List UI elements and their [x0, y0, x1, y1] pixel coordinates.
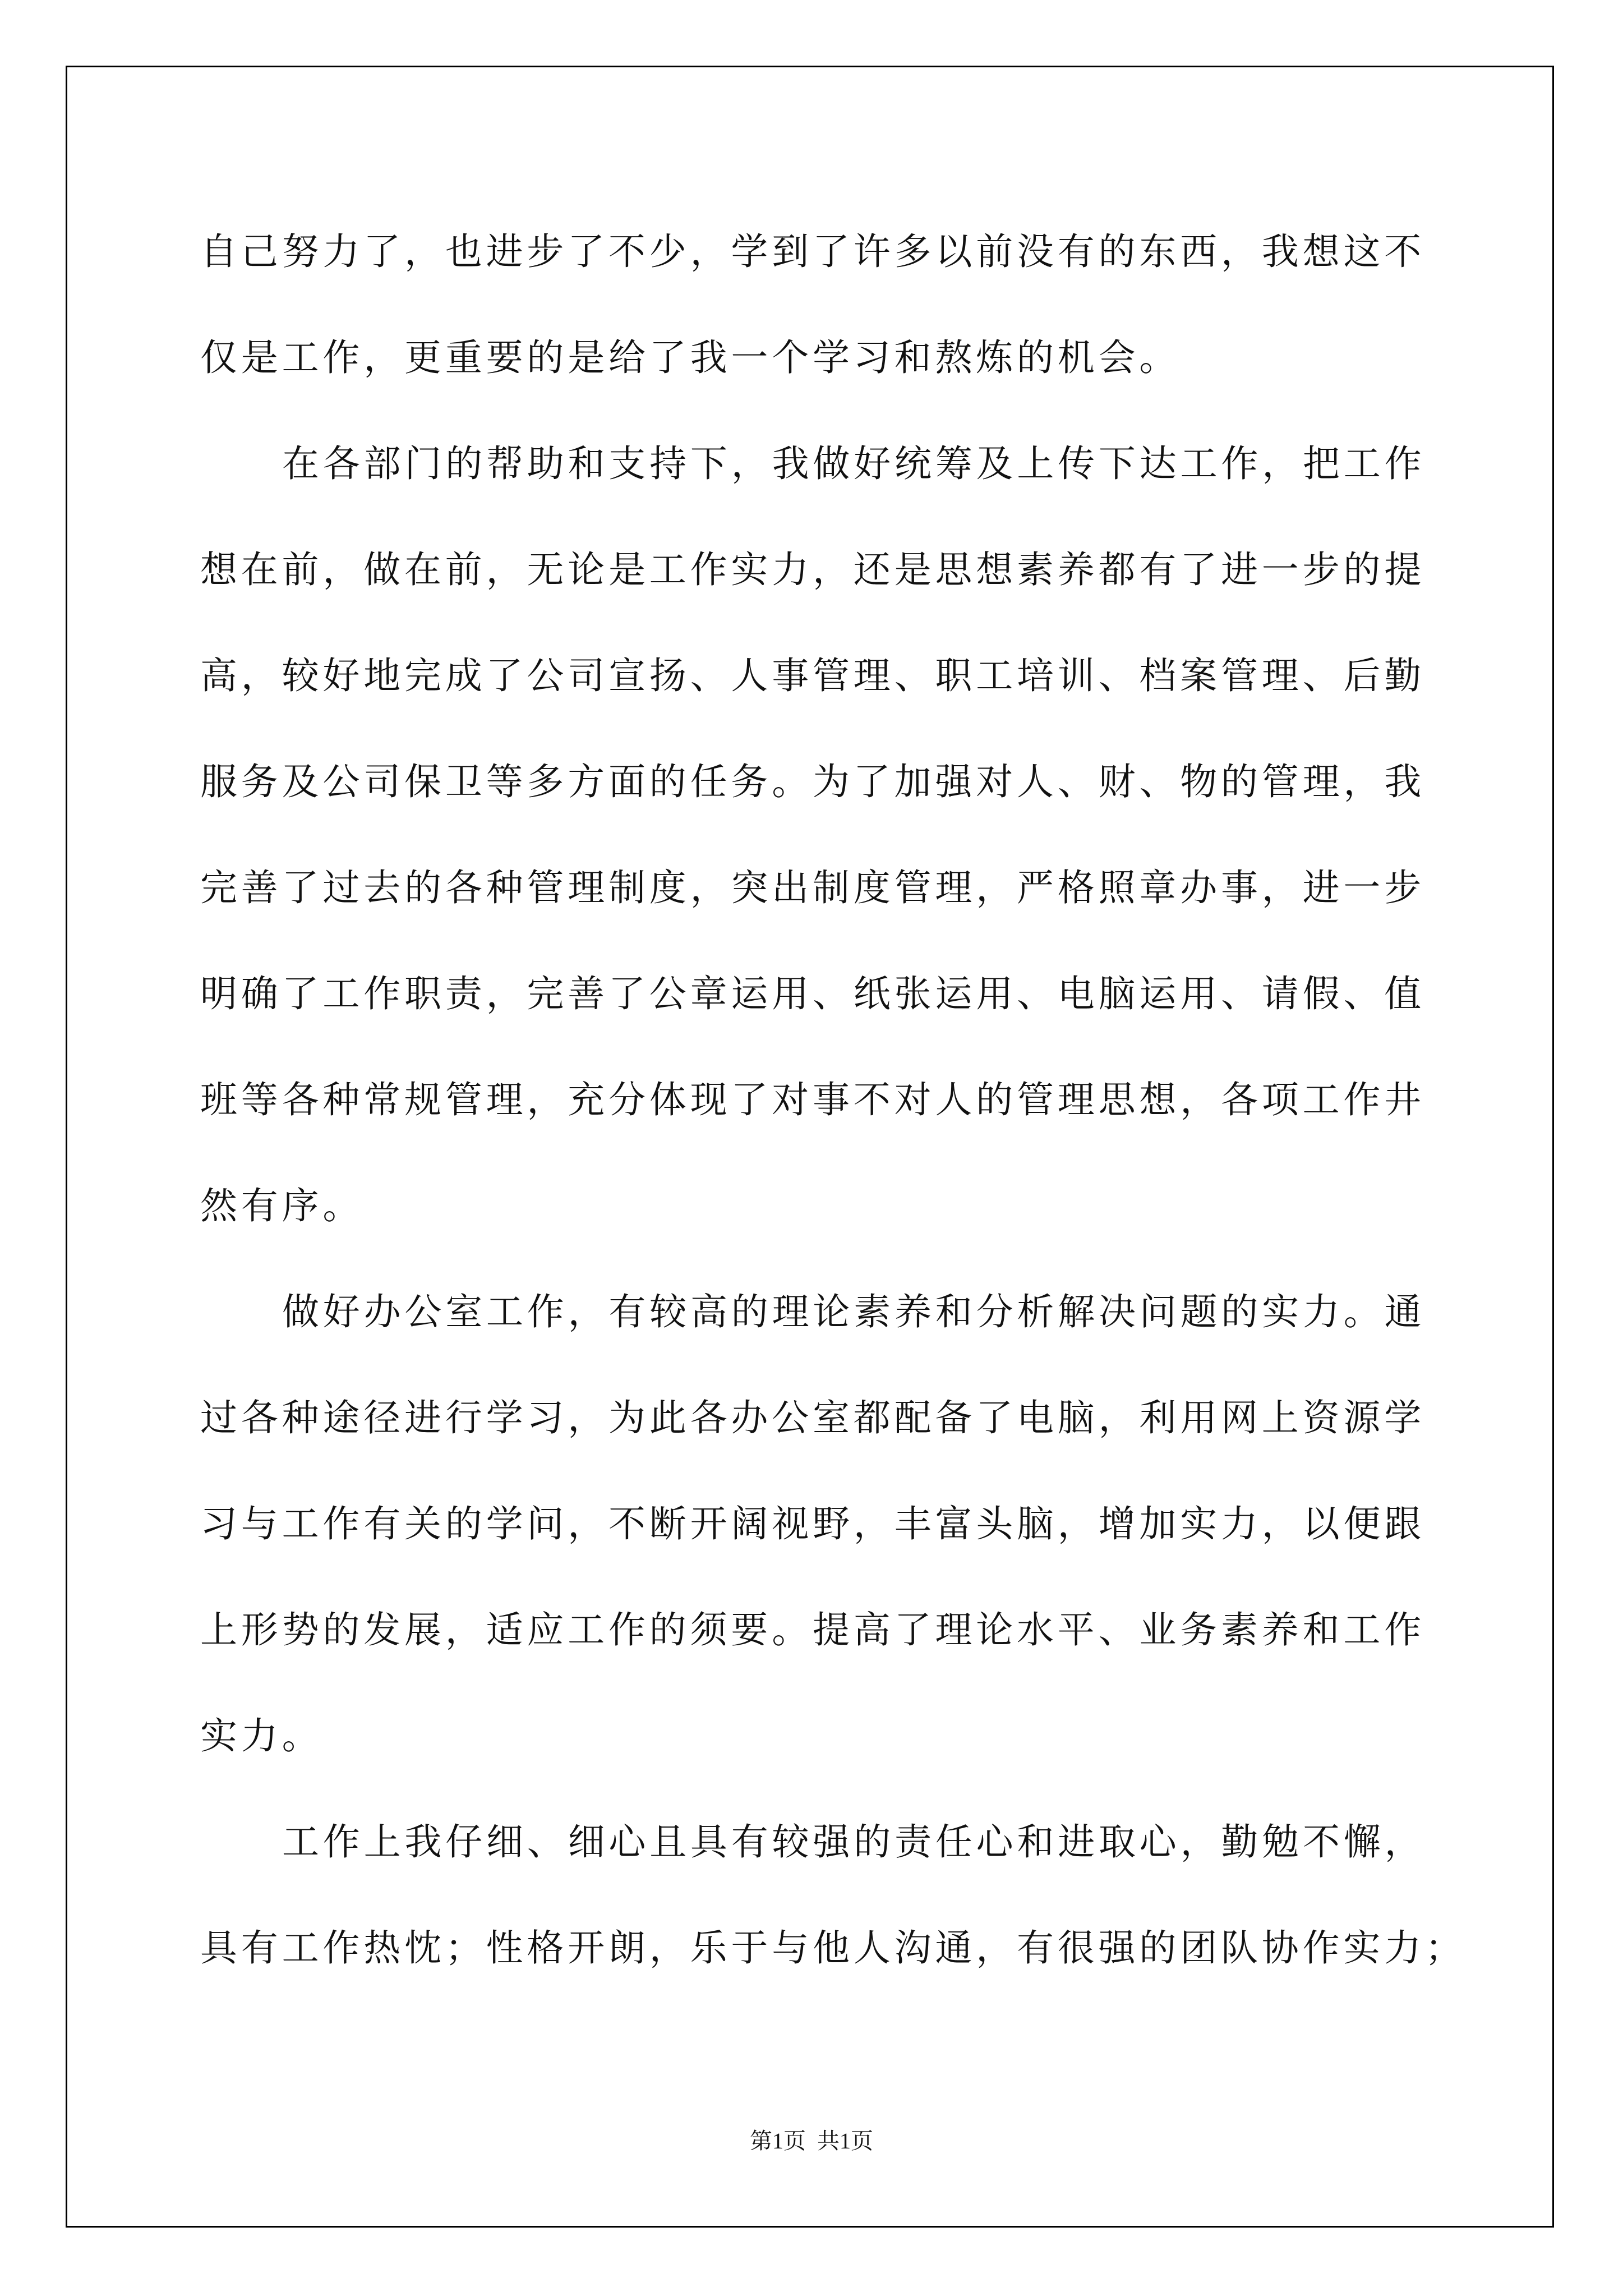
page-number-footer: 第1页 共1页 [750, 2128, 873, 2154]
text-line: 完善了过去的各种管理制度，突出制度管理，严格照章办事，进一步 [200, 866, 1425, 909]
paragraph [200, 1789, 1507, 2001]
paragraph [200, 411, 1507, 1259]
text-line-first: 在各部门的帮助和支持下，我做好统筹及上传下达工作，把工作 [282, 442, 1426, 485]
text-line: 想在前，做在前，无论是工作实力，还是思想素养都有了进一步的提 [200, 548, 1425, 591]
text-line: 具有工作热忱；性格开朗，乐于与他人沟通，有很强的团队协作实力； [200, 1926, 1466, 1970]
text-line: 习与工作有关的学问，不断开阔视野，丰富头脑，增加实力，以便跟 [200, 1502, 1425, 1545]
text-line: 明确了工作职责，完善了公章运用、纸张运用、电脑运用、请假、值 [200, 972, 1425, 1015]
text-line: 实力。 [200, 1714, 323, 1757]
text-line-first: 做好办公室工作，有较高的理论素养和分析解决问题的实力。通 [282, 1290, 1426, 1333]
text-line: 高，较好地完成了公司宣扬、人事管理、职工培训、档案管理、后勤 [200, 654, 1425, 697]
document-body [200, 199, 1507, 2001]
text-line: 班等各种常规管理，充分体现了对事不对人的管理思想，各项工作井 [200, 1078, 1425, 1121]
text-line-first: 工作上我仔细、细心且具有较强的责任心和进取心，勤勉不懈， [282, 1820, 1426, 1864]
paragraph [200, 1259, 1507, 1789]
text-line: 服务及公司保卫等多方面的任务。为了加强对人、财、物的管理，我 [200, 760, 1425, 803]
paragraph-continued [200, 199, 1507, 411]
text-line: 过各种途径进行学习，为此各办公室都配备了电脑，利用网上资源学 [200, 1396, 1425, 1439]
text-line: 自己努力了，也进步了不少，学到了许多以前没有的东西，我想这不 [200, 230, 1425, 273]
text-line: 然有序。 [200, 1184, 364, 1227]
text-line: 上形势的发展，适应工作的须要。提高了理论水平、业务素养和工作 [200, 1608, 1425, 1651]
text-line: 仅是工作，更重要的是给了我一个学习和熬炼的机会。 [200, 336, 1181, 379]
